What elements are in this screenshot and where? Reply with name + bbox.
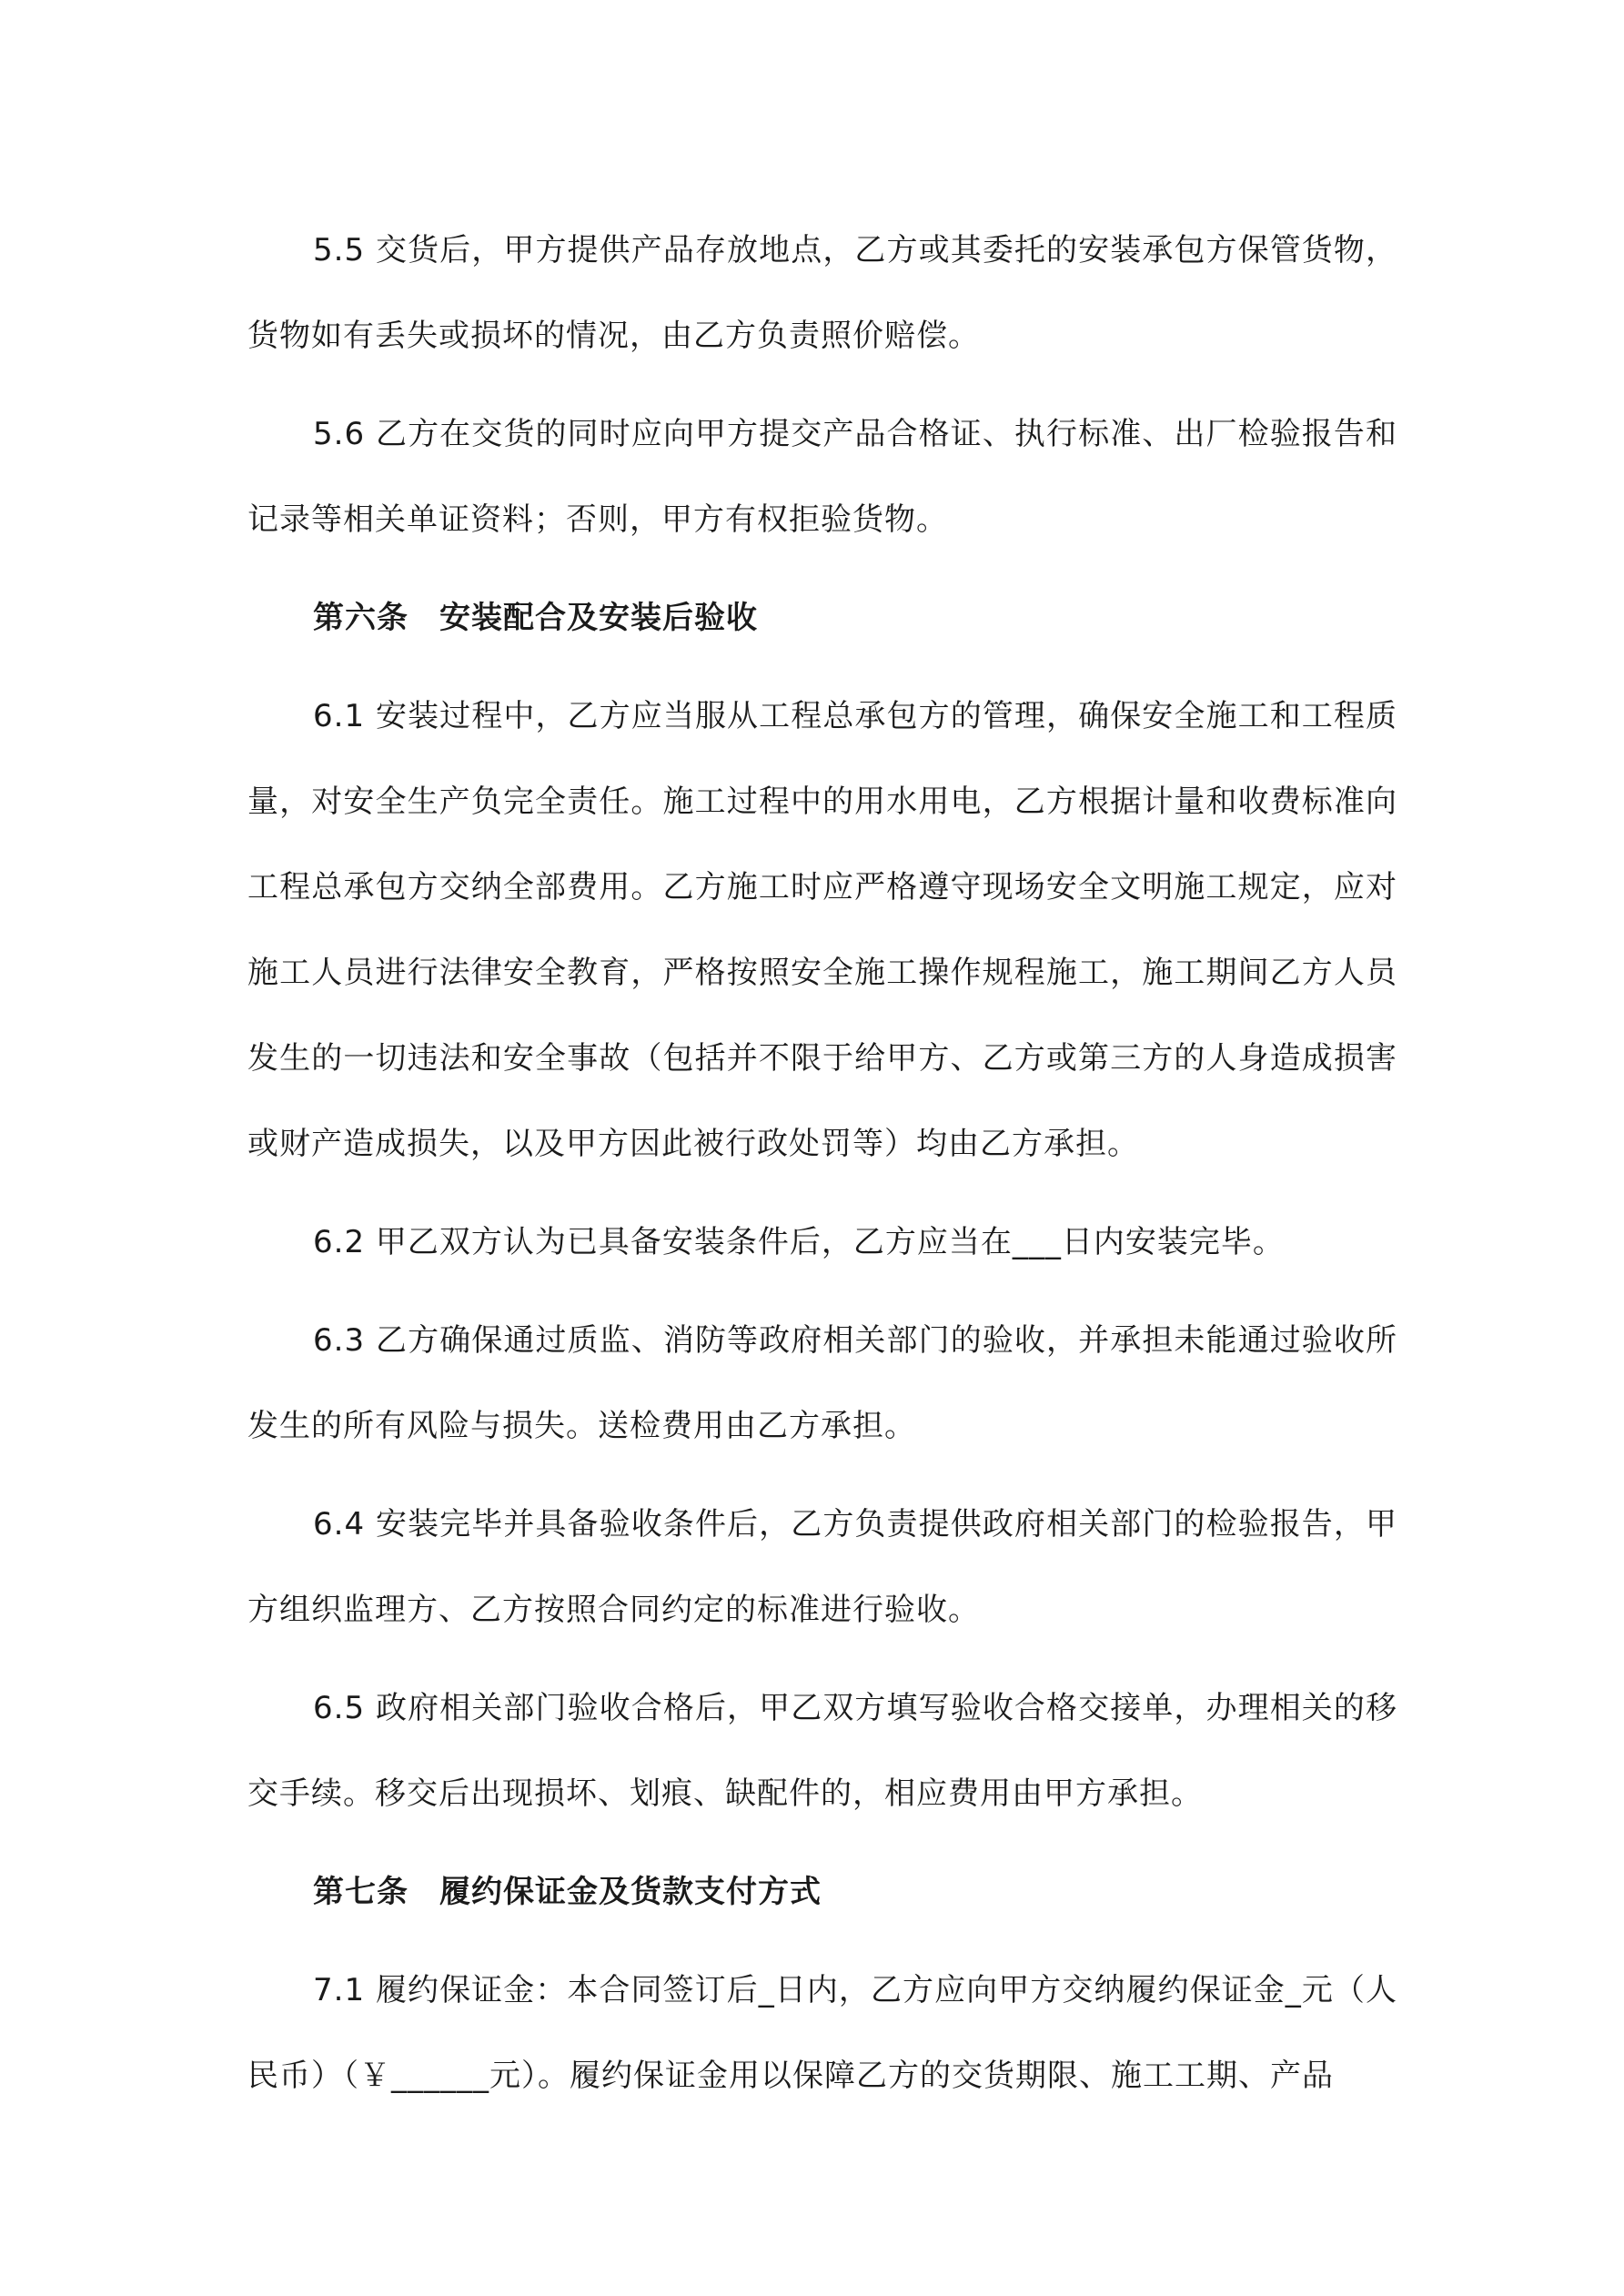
clause-6-2: 6.2 甲乙双方认为已具备安装条件后，乙方应当在___日内安装完毕。 bbox=[313, 1224, 1285, 1260]
article-7-heading bbox=[247, 1849, 1397, 1935]
article-6-number: 第六条 bbox=[313, 600, 409, 636]
document-page bbox=[247, 207, 1397, 2131]
clause-5-6: 5.6 乙方在交货的同时应向甲方提交产品合格证、执行标准、出厂检验报告和记录等相关单证资料；否则，甲方有权拒验货物。 bbox=[247, 416, 1397, 538]
article-6-heading bbox=[247, 575, 1397, 661]
clause-6-1: 6.1 安装过程中，乙方应当服从工程总承包方的管理，确保安全施工和工程质量，对安全生产负完全责任。施工过程中的用水用电，乙方根据计量和收费标准向工程总承包方交纳全部费用。乙方施工时应严格遵守现场安全文明施工规定，应对施工人员进行法律安全教育，严格按照安全施工操作规程施工，施工期间乙方人员发生的一切违法和安全事故（包括并不限于给甲方、乙方或第三方的人身造成损害或财产造成损失，以及甲方因此被行政处罚等）均由乙方承担。 bbox=[247, 698, 1397, 1162]
clause-5-5: 5.5 交货后，甲方提供产品存放地点，乙方或其委托的安装承包方保管货物，货物如有丢失或损坏的情况，由乙方负责照价赔偿。 bbox=[247, 232, 1397, 354]
article-6-title: 安装配合及安装后验收 bbox=[439, 600, 758, 636]
clause-6-4: 6.4 安装完毕并具备验收条件后，乙方负责提供政府相关部门的检验报告，甲方组织监理方、乙方按照合同约定的标准进行验收。 bbox=[247, 1506, 1397, 1628]
clause-7-1: 7.1 履约保证金：本合同签订后_日内，乙方应向甲方交纳履约保证金_元（人民币）（￥______元）。履约保证金用以保障乙方的交货期限、施工工期、产品 bbox=[247, 1972, 1397, 2094]
clause-6-5: 6.5 政府相关部门验收合格后，甲乙双方填写验收合格交接单，办理相关的移交手续。移交后出现损坏、划痕、缺配件的，相应费用由甲方承担。 bbox=[247, 1690, 1397, 1812]
clause-6-3: 6.3 乙方确保通过质监、消防等政府相关部门的验收，并承担未能通过验收所发生的所有风险与损失。送检费用由乙方承担。 bbox=[247, 1322, 1397, 1444]
article-7-title: 履约保证金及货款支付方式 bbox=[439, 1874, 822, 1910]
article-7-number: 第七条 bbox=[313, 1874, 409, 1910]
